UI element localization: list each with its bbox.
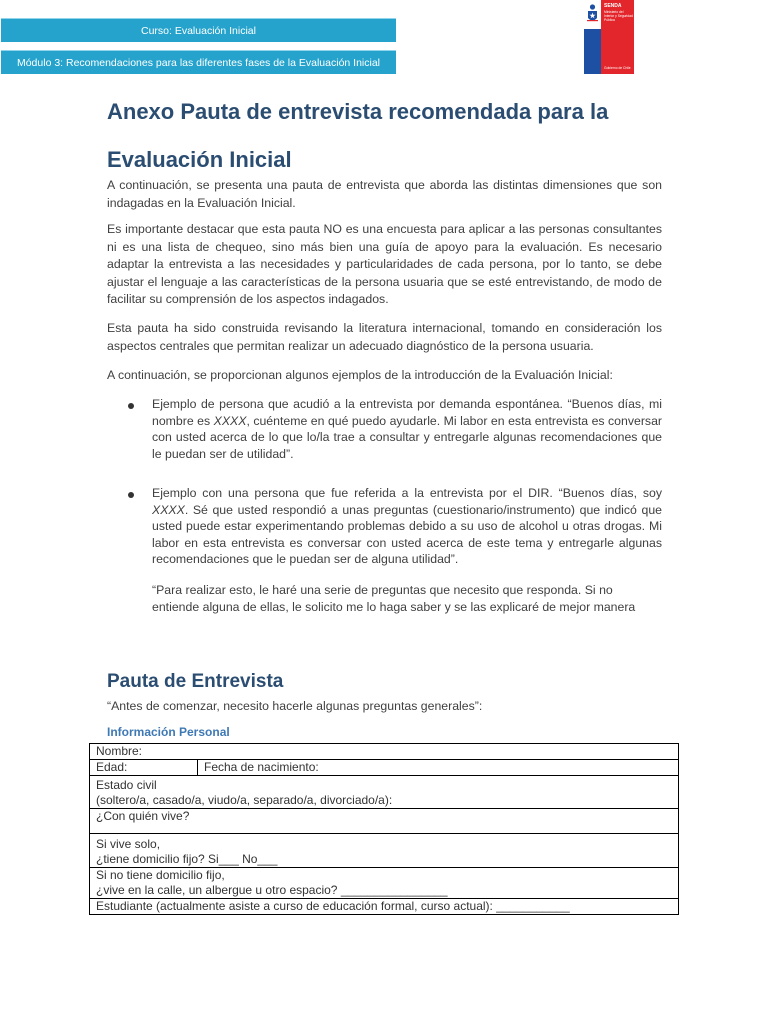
course-title: Curso: Evaluación Inicial bbox=[141, 24, 256, 37]
personal-info-table bbox=[89, 743, 679, 915]
bullet-icon bbox=[128, 492, 134, 498]
logo-government: Gobierno de Chile bbox=[604, 66, 631, 70]
subsection-title: Información Personal bbox=[107, 725, 230, 739]
field-sin-domicilio[interactable]: Si no tiene domicilio fijo, ¿vive en la calle, un albergue u otro espacio? ________________ bbox=[90, 868, 679, 899]
intro-paragraph: A continuación, se presenta una pauta de entrevista que aborda las distintas dimensiones que son indagadas en la Evaluación Inicial. bbox=[107, 178, 662, 210]
guide-paragraph: Es importante destacar que esta pauta NO es una encuesta para aplicar a las personas consultantes ni es una lista de chequeo, sino más bien una guía de apoyo para la evaluación. Es necesario adaptar la entrevista a las necesidades y particularidades de cada persona, por lo tanto, se debe ajustar el lenguaje a las características de la persona usuaria que se esté entrevistando, de modo de facilitar su comprensión de los aspectos indagados. bbox=[107, 222, 662, 306]
examples-paragraph: A continuación, se proporcionan algunos ejemplos de la introducción de la Evaluación Inicial: bbox=[107, 368, 613, 382]
example-followup: “Para realizar esto, le haré una serie de preguntas que necesito que responda. Si no entiende alguna de ellas, le solicito me lo haga saber y se las explicaré de mejor manera bbox=[152, 583, 636, 614]
example-referred: Ejemplo con una persona que fue referida a la entrevista por el DIR. “Buenos días, soy XXXX. Sé que usted respondió a unas preguntas (cuestionario/instrumento) que indicó que usted puede estar experimentando problemas debido a su uso de alcohol u otras drogas. Mi labor en esta entrevista es conversar con usted acerca de este tema y entregarle algunas recomendaciones que le puedan ser de alguna utilidad”. bbox=[152, 486, 662, 566]
bullet-icon bbox=[128, 403, 134, 409]
table-row bbox=[90, 809, 679, 834]
field-estado-civil[interactable]: Estado civil (soltero/a, casado/a, viudo/a, separado/a, divorciado/a): bbox=[90, 776, 679, 809]
table-row bbox=[90, 899, 679, 915]
table-row bbox=[90, 868, 679, 899]
table-row bbox=[90, 776, 679, 809]
logo-subtitle: Ministerio del Interior y Seguridad Pública bbox=[604, 10, 633, 22]
placeholder-name: XXXX bbox=[213, 413, 247, 428]
placeholder-name: XXXX bbox=[152, 502, 185, 517]
section-intro: “Antes de comenzar, necesito hacerle algunas preguntas generales”: bbox=[107, 699, 483, 713]
module-banner bbox=[1, 50, 396, 74]
example-spontaneous-heading: Ejemplo de persona que acudió a la entrevista por demanda espontánea. bbox=[152, 397, 563, 411]
table-row bbox=[90, 760, 679, 776]
field-vive-solo[interactable]: Si vive solo, ¿tiene domicilio fijo? Si___ No___ bbox=[90, 834, 679, 868]
course-banner bbox=[1, 18, 396, 42]
table-row bbox=[90, 744, 679, 760]
page-title-line1: Anexo Pauta de entrevista recomendada para la bbox=[107, 99, 609, 124]
field-con-quien-vive[interactable]: ¿Con quién vive? bbox=[90, 809, 679, 834]
coat-of-arms-icon bbox=[586, 3, 599, 25]
field-edad[interactable]: Edad: bbox=[90, 760, 198, 776]
field-estudiante[interactable]: Estudiante (actualmente asiste a curso de educación formal, curso actual): ___________ bbox=[90, 899, 679, 915]
page-title-line2: Evaluación Inicial bbox=[107, 147, 292, 172]
senda-logo bbox=[584, 0, 634, 74]
module-title: Módulo 3: Recomendaciones para las diferentes fases de la Evaluación Inicial bbox=[16, 56, 381, 69]
logo-brand: SENDA bbox=[604, 3, 622, 9]
example-referred-heading: Ejemplo con una persona que fue referida a la entrevista por el DIR. bbox=[152, 486, 553, 500]
section-title: Pauta de Entrevista bbox=[107, 671, 284, 692]
page-title bbox=[107, 88, 667, 184]
table-row bbox=[90, 834, 679, 868]
field-nombre[interactable]: Nombre: bbox=[90, 744, 679, 760]
field-fecha-nacimiento[interactable]: Fecha de nacimiento: bbox=[198, 760, 679, 776]
literature-paragraph: Esta pauta ha sido construida revisando la literatura internacional, tomando en consideración los aspectos centrales que permitan realizar un adecuado diagnóstico de la persona usuaria. bbox=[107, 321, 662, 353]
example-spontaneous: Ejemplo de persona que acudió a la entrevista por demanda espontánea. “Buenos días, mi nombre es XXXX, cuénteme en qué puedo ayudarle. Mi labor en esta entrevista es conversar con usted acerca de lo que lo/la trae a consultar y entregarle algunas recomendaciones que le puedan ser de utilidad”. bbox=[152, 397, 663, 461]
